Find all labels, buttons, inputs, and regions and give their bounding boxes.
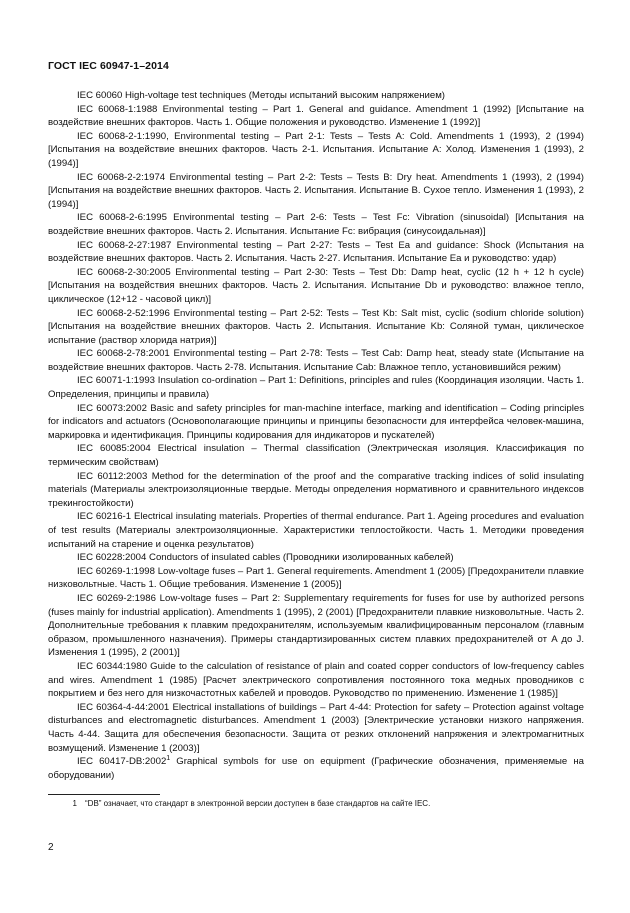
reference-entry: IEC 60068-2-78:2001 Environmental testing – Part 2-78: Tests – Test Cab: Damp heat, steady state (Испытание на воздействие внешних факторов. Часть 2-78. Испытания. Испытание Cab: Влажное тепло, установившийся режим) bbox=[48, 348, 584, 373]
document-header: ГОСТ IEC 60947-1–2014 bbox=[48, 60, 169, 72]
reference-entry: IEC 60228:2004 Conductors of insulated cables (Проводники изолированных кабелей) bbox=[77, 552, 454, 564]
reference-entry: IEC 60344:1980 Guide to the calculation of resistance of plain and coated copper conductors of low-frequency cables and wires. Amendment 1 (1985) [Расчет электрического сопротивления постоянного тока медных проводников с покрытием и без него для низкочастотных кабелей и проводов. Руководство по применению. Изменение 1 (1985)] bbox=[48, 660, 584, 700]
reference-entry: IEC 60269-1:1998 Low-voltage fuses – Part 1. General requirements. Amendment 1 (2005) [Предохранители плавкие низковольтные. Часть 1. Общие требования. Изменение 1 (2005)] bbox=[48, 565, 584, 591]
reference-title: Graphical symbols for use on equipment (Графические обозначения, применяемые на оборудовании) bbox=[48, 756, 584, 781]
reference-entry: IEC 60364-4-44:2001 Electrical installations of buildings – Part 4-44: Protection for safety – Protection against voltage disturbances and electromagnetic disturbances. Amendment 1 (2003) [Электрические установки низкого напряжения. Часть 4-44. Защита для обеспечения безопасности. Защита от резких отклонений напряжения и электромагнитных возмущений. Изменение 1 (2003)] bbox=[48, 701, 584, 754]
footnote-text: “DB” означает, что стандарт в электронной версии доступен в базе стандартов на сайте IEC. bbox=[85, 799, 431, 808]
reference-entry: IEC 60068-1:1988 Environmental testing – Part 1. General and guidance. Amendment 1 (1992) [Испытание на воздействие внешних факторов. Часть 1. Общие положения и руководство. Изменение 1 (1992)] bbox=[48, 103, 584, 129]
reference-entry: IEC 60068-2-30:2005 Environmental testing – Part 2-30: Tests – Test Db: Damp heat, cyclic (12 h + 12 h cycle) [Испытания на воздействия внешних факторов. Часть 2. Испытания. Испытание Db и руководство: влажное тепло, циклическое (12+12 - часовой цикл)] bbox=[48, 266, 584, 305]
reference-designation: IEC 60417-DB:2002 bbox=[77, 756, 167, 768]
footnote-marker: 1 bbox=[166, 754, 171, 762]
footnote bbox=[48, 798, 584, 809]
reference-entry: IEC 60068-2-1:1990, Environmental testing – Part 2-1: Tests – Tests A: Cold. Amendments 1 (1993), 2 (1994) [Испытания на воздействие внешних факторов. Часть 2-1. Испытания. Испытание А: Холод. Изменения 1 (1993), 2 (1994)] bbox=[48, 130, 584, 169]
reference-entry: IEC 60068-2-6:1995 Environmental testing – Part 2-6: Tests – Test Fc: Vibration (sinusoidal) [Испытания на воздействие внешних факторов. Часть 2. Испытания. Испытание Fc: вибрация (синусоидальная)] bbox=[48, 212, 584, 237]
reference-entry: IEC 60073:2002 Basic and safety principles for man-machine interface, marking and identification – Coding principles for indicators and actuators (Основополагающие принципы и принципы безопасности для интерфейса человек-машина, маркировка и идентификация. Принципы кодирования для индикаторов и пускателей) bbox=[48, 402, 584, 441]
footnote-number: 1 bbox=[72, 799, 77, 808]
page-number: 2 bbox=[48, 842, 54, 853]
reference-entry: IEC 60071-1:1993 Insulation co-ordination – Part 1: Definitions, principles and rules (Координация изоляции. Часть 1. Определения, принципы и правила) bbox=[48, 375, 584, 401]
footnote-divider bbox=[48, 794, 160, 795]
reference-entry: IEC 60068-2-27:1987 Environmental testing – Part 2-27: Tests – Test Ea and guidance: Shock (Испытания на воздействие внешних факторов. Часть 2. Испытания. Часть 2-27. Испытания. Испытание Ea и руководство: удар) bbox=[48, 239, 584, 265]
reference-entry: IEC 60216-1 Electrical insulating materials. Properties of thermal endurance. Part 1. Ageing procedures and evaluation of test results (Материалы электроизоляционные. Характеристики теплостойкости. Часть 1. Методики проведения испытаний на старение и оценка результатов) bbox=[48, 511, 584, 550]
reference-entry: IEC 60060 High-voltage test techniques (Методы испытаний высоким напряжением) bbox=[77, 90, 445, 101]
reference-entry-with-footnote bbox=[48, 755, 584, 782]
references-list bbox=[48, 89, 584, 782]
reference-entry: IEC 60112:2003 Method for the determination of the proof and the comparative tracking indices of solid insulating materials (Материалы электроизоляционные твердые. Методы определения нормативного и сравнительного индексов трекингостойкости) bbox=[48, 470, 584, 509]
reference-entry: IEC 60068-2-2:1974 Environmental testing – Part 2-2: Tests – Tests B: Dry heat. Amendments 1 (1993), 2 (1994) [Испытания на воздействие внешних факторов. Часть 2. Испытания. Испытание В. Сухое тепло. Изменения 1 (1993), 2 (1994)] bbox=[48, 171, 584, 210]
reference-entry: IEC 60269-2:1986 Low-voltage fuses – Part 2: Supplementary requirements for fuses for use by authorized persons (fuses mainly for industrial application). Amendments 1 (1995), 2 (2001) [Предохранители плавкие низковольтные. Часть 2. Дополнительные требования к плавким предохранителям, используемым квалифицированным персоналом (главным образом, промышленного назначения). Примеры стандартизированных систем плавких предохранителей от A до J. Изменения 1 (1995), 2 (2001)] bbox=[48, 592, 584, 659]
reference-entry: IEC 60068-2-52:1996 Environmental testing – Part 2-52: Tests – Test Kb: Salt mist, cyclic (sodium chloride solution) [Испытания на воздействие внешних факторов. Часть 2. Испытания. Испытание Kb: Соляной туман, циклическое испытание (раствор хлорида натрия)] bbox=[48, 307, 584, 346]
reference-entry: IEC 60085:2004 Electrical insulation – Thermal classification (Электрическая изоляция. Классификация по термическим свойствам) bbox=[48, 443, 584, 469]
